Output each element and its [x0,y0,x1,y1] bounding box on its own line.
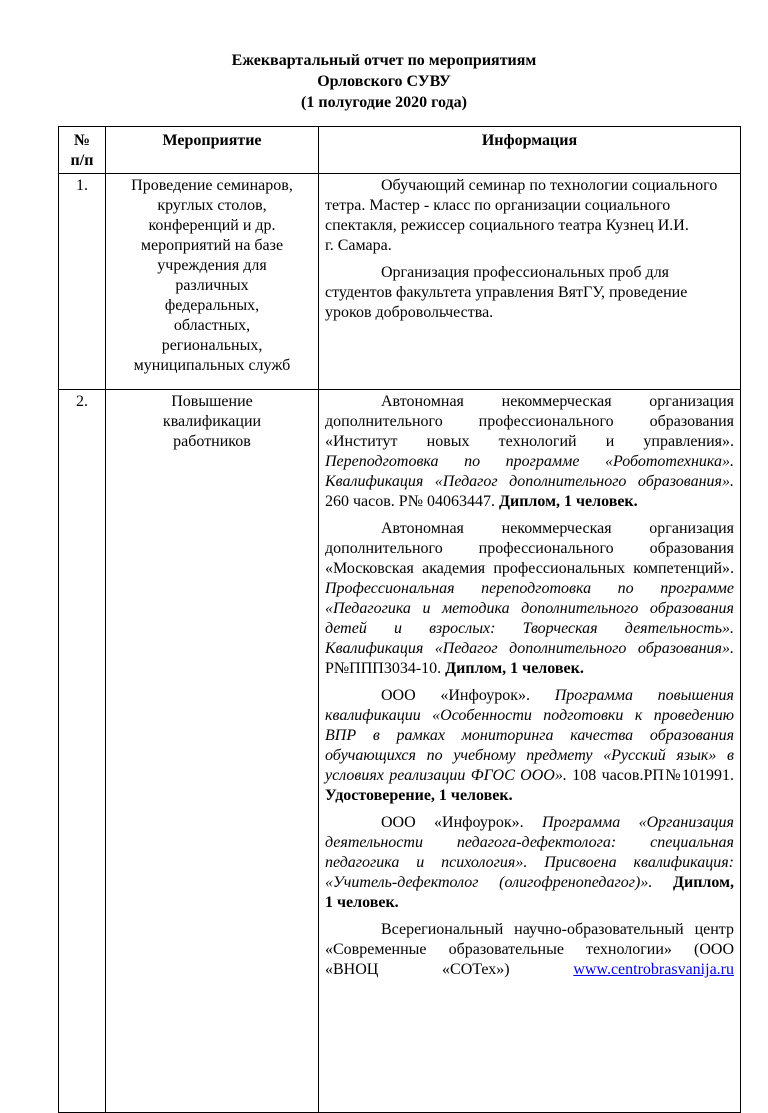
title-line-2: Орловского СУВУ [317,73,451,90]
info-text: «ВНОЦ «СОТех») [325,961,574,978]
info-bold-text: Диплом, [652,874,734,891]
info-text: 260 часов. Р№ 04063447. [325,493,499,510]
table-header-row [59,127,741,174]
info-line: Всерегиональный научно-образовательный центр [381,921,734,938]
info-paragraph [325,392,734,512]
info-line: Автономная некоммерческая организация [381,393,734,410]
event-line: конференций и др. [148,217,276,234]
header-num [59,127,106,174]
info-bold-text: Удостоверение, 1 человек. [325,787,513,804]
info-line: дополнительного профессионального образования [325,540,734,557]
info-line [325,686,734,706]
event-line: Повышение [171,393,253,410]
title-line-3: (1 полугодие 2020 года) [301,94,467,111]
row-number: 1. [59,174,106,390]
info-line: Организация профессиональных проб для [381,264,670,281]
info-line: «Педагогика и методика дополнительного образования [325,600,734,617]
header-info: Информация [319,127,741,174]
info-line: ВПР в рамках мониторинга качества образования [325,727,734,744]
info-line: деятельности педагога-дефектолога: специальная [325,834,734,851]
info-line: квалификации «Особенности подготовки к проведению [325,707,734,724]
info-line: обучающихся по учебному предмету «Русский язык» в [325,747,734,764]
info-line: Переподготовка по программе «Робототехника». [325,453,734,470]
info-line [325,893,734,913]
info-paragraph [325,686,734,806]
info-line [325,766,734,786]
info-text: ООО «Инфоурок». [381,814,543,831]
header-num-line1: № [73,132,91,149]
info-line: г. Самара. [325,237,392,254]
event-line: круглых столов, [157,197,267,214]
info-line: Обучающий семинар по технологии социального [381,177,718,194]
table-row [59,174,741,390]
info-line: Квалификация «Педагог дополнительного образования». [325,473,734,490]
info-line [325,813,734,833]
info-line: педагогика и психология». Присвоена квалификация: [325,854,734,871]
info-line [325,786,734,806]
info-bold-text: Диплом, 1 человек. [445,660,584,677]
info-line [325,492,734,512]
event-line: областных, [173,317,251,334]
info-paragraph [325,813,734,913]
info-line: спектакля, режиссер социального театра Кузнец И.И. [325,217,689,234]
info-text: 108 часов.РП№101991. [566,767,734,784]
event-line: различных [175,277,249,294]
info-italic-text: Программа повышения [554,687,734,704]
info-line: детей и взрослых: Творческая деятельность». [325,620,734,637]
event-line: федеральных, [164,297,260,314]
info-bold-text: Диплом, 1 человек. [498,493,638,510]
info-line: Профессиональная переподготовка по программе [325,580,734,597]
info-italic-text: Программа «Организация [542,814,734,831]
header-event: Мероприятие [106,127,319,174]
info-bold-text: 1 человек. [325,894,399,911]
event-line: муниципальных служб [133,357,291,374]
info-line [325,659,734,679]
row-number: 2. [59,390,106,1113]
info-line: «Современные образовательные технологии» (ООО [325,941,734,958]
row-event [106,390,319,1113]
info-line: студентов факультета управления ВятГУ, проведение [325,284,688,301]
title-line-1: Ежеквартальный отчет по мероприятиям [231,52,537,69]
info-text: Р№ППП3034-10. [325,660,446,677]
event-line: региональных, [161,337,263,354]
info-italic-text: «Учитель-дефектолог (олигофренопедагог)». [325,874,653,891]
event-line: работников [173,433,251,450]
row-info [319,174,741,390]
info-text: ООО «Инфоурок». [381,687,555,704]
info-paragraph [325,920,734,980]
info-paragraph [325,263,734,323]
info-line: «Московская академия профессиональных компетенций». [325,560,734,577]
info-paragraph [325,176,734,256]
header-num-line2: п/п [70,152,94,169]
event-line: мероприятий на базе [140,237,284,254]
info-line [325,873,734,893]
info-line: тетра. Мастер - класс по организации социального [325,197,671,214]
event-line: учреждения для [157,257,267,274]
table-row [59,390,741,1113]
website-link[interactable]: www.centrobrasvanija.ru [573,961,734,978]
info-line: «Институт новых технологий и управления». [325,433,734,450]
info-italic-text: условиях реализации ФГОС ООО». [325,767,567,784]
row-info [319,390,741,1113]
event-line: квалификации [162,413,262,430]
info-paragraph [325,519,734,679]
info-line: уроков добровольчества. [325,304,494,321]
event-line: Проведение семинаров, [131,177,293,194]
info-line [325,960,734,980]
info-line: дополнительного профессионального образования [325,413,734,430]
report-table [58,126,741,1113]
row-event [106,174,319,390]
info-line: Квалификация «Педагог дополнительного образования». [325,640,734,657]
info-line: Автономная некоммерческая организация [381,520,734,537]
document-title [0,50,768,113]
